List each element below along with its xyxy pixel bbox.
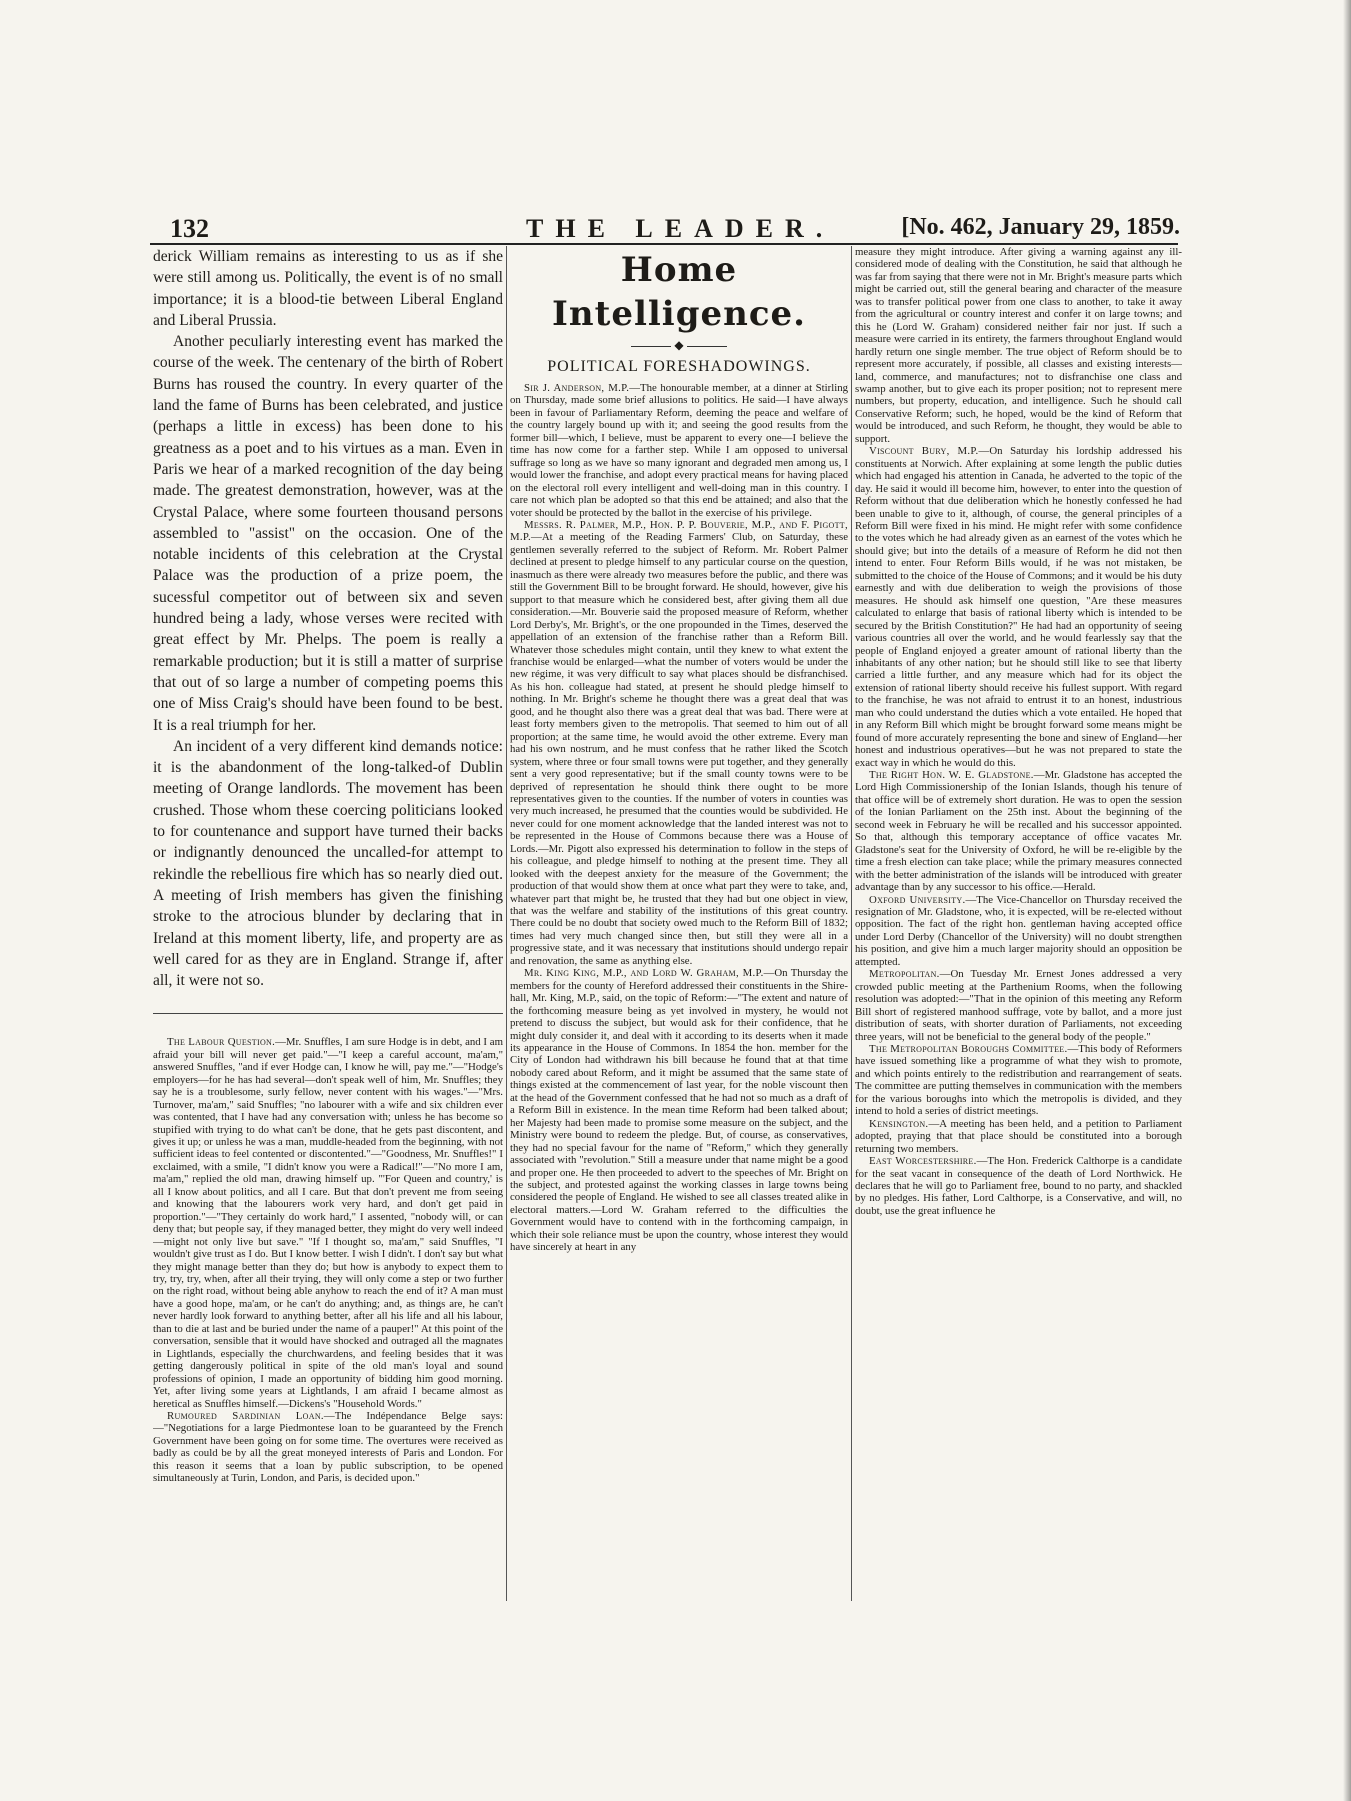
newspaper-title: THE LEADER. — [526, 214, 835, 243]
article-anderson — [510, 382, 848, 519]
column-1 — [153, 246, 503, 1606]
home-intelligence-continued — [855, 246, 1182, 1217]
article-lead: Viscount Bury, M.P. — [869, 445, 979, 458]
article-gladstone — [855, 769, 1182, 894]
article-body: —Mr. Gladstone has accepted the Lord High Commissionership of the Ionian Islands, though his tenure of that office will be of extremely short duration. He was to open the session of the Ionian Parliament on the 25th inst. About the beginning of the second week in February he will be recalled and his successor appointed. So that, although this temporary acceptance of office vacates Mr. Gladstone's seat for the University of Oxford, he will be re-eligible by the time a fresh election can take place; while the primary measures connected with the better administration of the islands will be introduced with greater advantage than by any successor to his office.—Herald. — [855, 769, 1182, 894]
paragraph: derick William remains as interesting to us as if she were still among us. Politically, the event is of no small importance; it is a blood-tie between Liberal England and Liberal Prussia. — [153, 248, 503, 329]
article-body: —The Hon. Frederick Calthorpe is a candidate for the seat vacant in consequence of the death of Lord Northwick. He declares that he will go to Parliament free, bound to no party, and shackled by no pledges. His father, Lord Calthorpe, is a Conservative, and will, no doubt, use the great influence he — [855, 1155, 1182, 1217]
article-lead: Messrs. R. Palmer, M.P., Hon. P. P. Bouverie, M.P., and F. Pigott, M.P. — [510, 518, 848, 544]
article-labour-question — [153, 1036, 503, 1410]
article-body: —The Indépendance Belge says:—"Negotiations for a large Piedmontese loan to be guaranteed by the French Government have been going on for some time. The overtures were received as badly as could be by all the great moneyed interests of Paris and London. For this reason it seems that a loan by public subscription, to be opened simultaneously at Turin, London, and Paris, is decided upon." — [153, 1409, 503, 1485]
section-subhead: POLITICAL FORESHADOWINGS. — [547, 358, 811, 375]
article-body: —The Vice-Chancellor on Thursday received the resignation of Mr. Gladstone, who, it is expected, will be re-elected without opposition. The fact of the right hon. gentleman having accepted office under Lord Derby (Chancellor of the University) will no doubt strengthen his position, and give him a much larger majority should an opposition be attempted. — [855, 893, 1182, 968]
article-lead: Rumoured Sardinian Loan. — [167, 1409, 324, 1422]
column-rule-1 — [506, 246, 507, 1601]
article-lead: The Metropolitan Boroughs Committee. — [869, 1043, 1068, 1055]
ornament-divider: ◆ — [510, 338, 848, 352]
article-bury — [855, 445, 1182, 769]
article-lead: East Worcestershire. — [869, 1155, 977, 1168]
issue-date: [No. 462, January 29, 1859. — [901, 214, 1180, 240]
article-boroughs-committee — [855, 1043, 1182, 1118]
header-rule — [150, 243, 1178, 245]
article-lead: Sir J. Anderson, M.P. — [524, 382, 630, 394]
article-oxford — [855, 894, 1182, 969]
article-body: —This body of Reformers have issued something like a programme of what they wish to promote, and which points entirely to the redistribution and rearrangement of seats. The committee are putting themselves in communication with the members for the various boroughs into which the metropolis is divided, and they intend to hold a series of district meetings. — [855, 1043, 1182, 1118]
running-header — [170, 208, 1180, 248]
article-hereford-continued: measure they might introduce. After giving a warning against any ill-considered mode of dealing with the Constitution, he said that although he was far from saying that there were not in Mr. Bright's measure parts which might be carried out, still the general bearing and character of the measure was to transfer political power from one class to another, to take it away from the agricultural or country interest and confer it on large towns; and this he (Lord W. Graham) considered neither fair nor just. If such a measure were carried in its entirety, the farmers throughout England would hardly return one single member. The true object of Reform should be to represent more accurately, if possible, all classes and existing interests—land, commerce, and manufactures; not to disfranchise one class and swamp another, but to give each its proper position; not to represent mere numbers, but property, education, and intelligence. Such he should call Conservative Reform; such, he hoped, would be the kind of Reform that would be introduced, and such Reform, he thought, they would be able to support. — [855, 246, 1182, 445]
article-east-worcestershire — [855, 1155, 1182, 1217]
column-3 — [855, 246, 1182, 1606]
article-lead: Oxford University. — [869, 893, 966, 906]
column-rule-2 — [851, 246, 852, 1601]
article-sardinian-loan — [153, 1410, 503, 1485]
article-body: —At a meeting of the Reading Farmers' Club, on Saturday, these gentlemen severally referred to the subject of Reform. Mr. Robert Palmer declined at present to pledge himself to any particular course on the question, inasmuch as there were already two measures before the public, and there was still the Government Bill to be brought forward. He should, however, give his support to that measure which he considered best, after giving them all due consideration.—Mr. Bouverie said the proposed measure of Reform, whether Lord Derby's, Mr. Bright's, or the one propounded in the Times, deserved the appellation of an extension of the franchise rather than a Reform Bill. Whatever those schedules might contain, until they knew to what extent the franchise would be enlarged—what the number of voters would be under the new régime, it was very difficult to say what places should be disfranchised. As his hon. colleague had stated, at present he should pledge himself to nothing. In Mr. Bright's scheme he thought there was a great deal that was good, and he thought also there was a great deal that was bad. There were at least forty members given to the metropolis. That seemed to him out of all proportion; at the same time, he would avoid the other extreme. Every man had his own nostrum, and he must confess that he rather liked the Scotch system, where three or four small towns were put together, and they generally sent a very good representative; but if the small county towns were to be deprived of representation he should think there ought to be more representatives given to the counties. If the number of voters in counties was very much increased, he presumed that the counties would be subdivided. He never could for one moment acknowledge that the landed interest was not to be represented in the House of Commons because there was a House of Lords.—Mr. Pigott also expressed his determination to follow in the steps of his colleague, and pledge himself to nothing at the present time. They all looked with the deepest anxiety for the measure of the Government; the production of that would show them at once what part they were to take, and, whatever part that might be, he trusted that they had but one object in view, that was the welfare and stability of the institutions of this great country. There could be no doubt that society owed much to the Reform Bill of 1832; times had very much changed since then, but still they were all in a progressive state, and it was necessary that institutions should undergo repair and renovation, the same as anything else. — [510, 531, 848, 967]
section-divider — [153, 1013, 503, 1014]
article-body: —On Saturday his lordship addressed his constituents at Norwich. After explaining at some length the public duties which had engaged his attention in Canada, he adverted to the topic of the day. He said it would ill become him, however, to enter into the question of Reform without that due deliberation which he honestly confessed he had been unable to give to it, although, of course, the general principles of a Reform Bill were fixed in his mind. He might refer with some confidence to the votes which he had already given as an earnest of the votes which he should give; but into the details of a measure of Reform he did not then intend to enter. Four Reform Bills would, if he was not mistaken, be submitted to the choice of the House of Commons; and it would be his duty earnestly and with due deliberation to weigh the provisions of those measures. He should ask himself one question, "Are these measures calculated to enlarge that basis of rational liberty which is intended to be secured by the British Constitution?" He had had an opportunity of seeing various countries all over the world, and he would fearlessly say that the people of England enjoyed a greater amount of rational liberty than the inhabitants of any other nation; but he should still like to see that liberty carried a little further, and any measure which had for its object the extension of rational liberty should receive his fullest support. With regard to the franchise, he was not afraid to entrust it to an honest, industrious man who could understand the duties which a vote entailed. He hoped that in any Reform Bill which might be brought forward some means might be found of more accurately representing the bone and sinew of England—her honest and industrious operatives—but he was not prepared to state the exact way in which he would do this. — [855, 445, 1182, 769]
column-2 — [510, 246, 848, 1606]
article-reading-farmers — [510, 519, 848, 967]
article-body: —Mr. Snuffles, I am sure Hodge is in debt, and I am afraid your bill will never get paid."—"I keep a careful account, ma'am," answered Snuffles, "and if ever Hodge can, I know he will, pay me."—"Hodge's employers—for he has had several—don't speak well of him, Mr. Snuffles; they say he is a troublesome, surly fellow, never content with his wages."—"Mrs. Turnover, ma'am," said Snuffles; "no labourer with a wife and six children ever was contented, that I have had any conversation with; unless he has become so stupified with trying to do what can't be done, that he gets past discontent, and gives it up; or unless he was a man, muddle-headed from the beginning, with not sufficient ideas to feel contented or discontented."—"Goodness, Mr. Snuffles!" I exclaimed, with a smile, "I didn't know you were a Radical!"—"No more I am, ma'am," replied the old man, drawing himself up. "'For Queen and country,' is all I know about politics, and all I care. But that don't prevent me from seeing and knowing that the labourers work very hard, and don't get paid in proportion."—"They certainly do work hard," I assented, "nobody will, or can deny that; but people say, if they managed better, they might do very well indeed—might not only live but save." "If I thought so, ma'am," said Snuffles, "I wouldn't give trust as I do. But I know better. I wish I didn't. I don't say but what they might manage better than they do; but how is anybody to expect them to try, try, try, when, after all their trying, they will only come a step or two further on the right road, without being able anyhow to reach the end of it? A man must have a good hope, ma'am, or he can't do anything; and, as things are, he can't never hardly look forward to anything better, after all his life and all his labour, than to die at last and be buried under the name of a pauper!" At this point of the conversation, sensible that it would have shocked and outraged all the magnates in Lightlands, especially the churchwardens, and feeling besides that it was getting dangerously political in spite of the old man's loyal and sound professions of opinion, I made an opportunity of bidding him good morning. Yet, after living some years at Lightlands, I am afraid I became almost as heretical as Snuffles himself.—Dickens's "Household Words." — [153, 1036, 503, 1410]
article-body: —The honourable member, at a dinner at Stirling on Thursday, made some brief allusions to politics. He said—I have always been in favour of Parliamentary Reform, deeming the peace and welfare of the country largely bound up with it; and seeing the good results from the former bill—which, I believe, must be apparent to every one—I believe the time has now come for a farther step. While I am opposed to universal suffrage so long as we have so many ignorant and degraded men among us, I would lower the franchise, and adopt every practical means for having placed on the electoral roll every intelligent and well-doing man in this country. I care not which plan be adopted so that this end be attained; and also that the voter should be protected by the ballot in the exercise of his privilege. — [510, 382, 848, 519]
section-masthead: Home Intelligence. — [551, 250, 806, 334]
paragraph: Another peculiarly interesting event has marked the course of the week. The centenary of the birth of Robert Burns has roused the country. In every quarter of the land the fame of Burns has been celebrated, and justice (perhaps a little in excess) has been done to his greatness as a poet and to his virtues as a man. Even in Paris we hear of a marked recognition of the day being made. The greatest demonstration, however, was at the Crystal Palace, where some fourteen thousand persons assembled to "assist" on the occasion. One of the notable incidents of this celebration at the Crystal Palace was the production of a prize poem, the sucessful competitor out of between six and seven hundred being a lady, whose verses were recited with great effect by Mr. Phelps. The poem is really a remarkable production; but it is still a matter of surprise that out of so large a number of competing poems this one of Miss Craig's should have been found to be best. It is a real triumph for her. — [153, 333, 503, 734]
article-lead: Metropolitan. — [869, 968, 940, 981]
article-metropolitan — [855, 968, 1182, 1043]
page-edge-shadow — [1343, 0, 1351, 1801]
article-kensington — [855, 1118, 1182, 1155]
article-lead: The Right Hon. W. E. Gladstone. — [869, 769, 1034, 782]
paragraph: An incident of a very different kind demands notice: it is the abandonment of the long-talked-of Dublin meeting of Orange landlords. The movement has been crushed. Those whom these coercing politicians looked to for countenance and support have turned their backs or indignantly denounced the uncalled-for attempt to rekindle the rebellious fire which has so nearly died out. A meeting of Irish members has given the finishing stroke to the atrocious blunder by declaring that in Ireland at this moment liberty, life, and property are as well cared for as they are in England. Strange if, after all, it were not so. — [153, 737, 503, 990]
article-lead: Kensington. — [869, 1117, 929, 1130]
article-body: —On Tuesday Mr. Ernest Jones addressed a very crowded public meeting at the Parthenium Rooms, when the following resolution was adopted:—"That in the opinion of this meeting any Reform Bill short of registered manhood suffrage, vote by ballot, and a more just distribution of seats, with shorter duration of Parliaments, not exceeding three years, will not be beneficial to the general body of the people." — [855, 968, 1182, 1043]
article-body: —On Thursday the members for the county of Hereford addressed their constituents in the Shire-hall, Mr. King, M.P., said, on the topic of Reform:—"The extent and nature of the forthcoming measure being as yet involved in mystery, he would not pretend to discuss the subject, but would ask for their confidence, that he might duly consider it, and deal with it according to its deserts when it made its appearance in the House of Commons. In 1854 the hon. member for the City of London had withdrawn his bill because he found that at that time nobody cared about Reform, and it might be assumed that the same state of things existed at the commencement of last year, for the noble viscount then at the head of the Government confessed that he had not so much as a draft of a Reform Bill in existence. In the mean time Reform had been talked about; her Majesty had been made to promise some measure on the subject, and the Ministry were bound to redeem the pledge. But, of course, as conservatives, they had no special favour for the name of "Reform," which they generally associated with "revolution." Still a measure under that name might be a good and proper one. He then proceeded to advert to the speeches of Mr. Bright on the subject, and protested against the working classes in large towns being considered the people of England. He wished to see all classes treated alike in electoral matters.—Lord W. Graham referred to the difficulties the Government would have to contend with in the forthcoming campaign, in which their sole reliance must be upon the country, whose interest they would have sincerely at heart in any — [510, 967, 848, 1254]
article-body: —A meeting has been held, and a petition to Parliament adopted, praying that that place should be constituted into a borough returning two members. — [855, 1117, 1182, 1155]
article-lead: Mr. King King, M.P., and Lord W. Graham, M.P. — [524, 967, 764, 980]
page-number: 132 — [170, 214, 209, 243]
home-intelligence-section — [510, 382, 848, 1254]
miscellany-section — [153, 1036, 503, 1484]
editorial-section — [153, 246, 503, 991]
article-hereford — [510, 967, 848, 1253]
article-lead: The Labour Question. — [167, 1036, 276, 1049]
